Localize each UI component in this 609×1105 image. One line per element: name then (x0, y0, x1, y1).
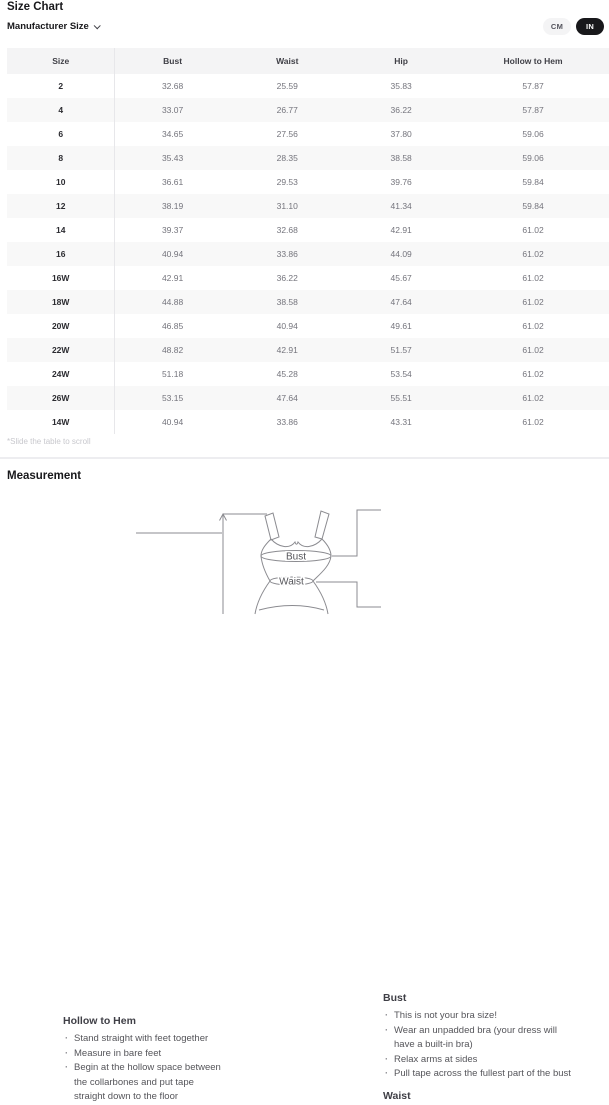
size-chart-table-scroll-area[interactable] (7, 48, 609, 434)
measurement-cell: 37.80 (390, 129, 412, 139)
size-cell: 2 (7, 74, 115, 98)
measurement-cell: 42.91 (276, 345, 298, 355)
size-cell: 20W (7, 314, 115, 338)
bullet-item: · Relax arms at sides (383, 1053, 609, 1068)
measurement-cell: 32.68 (276, 225, 298, 235)
hollow-to-hem-heading: Hollow to Hem (63, 1015, 136, 1027)
size-cell: 24W (7, 362, 115, 386)
measurement-cell: 55.51 (390, 393, 412, 403)
measurement-cell: 38.19 (161, 201, 184, 211)
size-cell: 16 (7, 242, 115, 266)
measurement-cell: 53.54 (390, 369, 412, 379)
measurement-cell: 61.02 (522, 393, 544, 403)
measurement-cell: 53.15 (161, 393, 184, 403)
table-row (7, 74, 609, 98)
measurement-cell: 61.02 (522, 249, 544, 259)
column-header: Waist (230, 48, 345, 74)
measurement-cell: 61.02 (522, 417, 544, 427)
measurement-cell: 59.06 (522, 153, 544, 163)
measurement-cell: 61.02 (522, 225, 544, 235)
table-scroll-note: *Slide the table to scroll (7, 437, 91, 446)
measurement-cell: 44.09 (390, 249, 412, 259)
measurement-cell: 48.82 (161, 345, 184, 355)
bullet-item: · Pull tape across the fullest part of the bust (383, 1067, 609, 1082)
measurement-cell: 40.94 (161, 249, 184, 259)
section-divider (0, 457, 609, 459)
hollow-to-hem-tips (63, 1015, 239, 1105)
measurement-cell: 26.77 (276, 105, 298, 115)
table-row (7, 386, 609, 410)
column-header: Size (7, 48, 115, 74)
table-row (7, 146, 609, 170)
size-cell: 14 (7, 218, 115, 242)
measurement-cell: 61.02 (522, 297, 544, 307)
measurement-cell: 32.68 (161, 81, 184, 91)
measurement-cell: 36.61 (161, 177, 184, 187)
measurement-cell: 29.53 (276, 177, 298, 187)
measurement-cell: 61.02 (522, 345, 544, 355)
table-row (7, 194, 609, 218)
measurement-cell: 47.64 (390, 297, 412, 307)
bust-heading: Bust (383, 992, 407, 1004)
measurement-cell: 38.58 (390, 153, 412, 163)
measurement-cell: 59.84 (522, 177, 544, 187)
manufacturer-size-dropdown[interactable] (7, 21, 99, 32)
bust-connector-line (332, 510, 381, 556)
bullet-item: · Measure in bare feet (63, 1047, 239, 1062)
waist-connector-line (316, 582, 381, 607)
dress-diagram-svg (0, 494, 609, 614)
measurement-cell: 36.22 (276, 273, 298, 283)
measurement-cell: 35.43 (161, 153, 184, 163)
size-cell: 18W (7, 290, 115, 314)
measurement-cell: 39.76 (390, 177, 412, 187)
size-cell: 26W (7, 386, 115, 410)
measurement-cell: 40.94 (276, 321, 298, 331)
measurement-cell: 34.65 (161, 129, 184, 139)
measurement-cell: 59.84 (522, 201, 544, 211)
measurement-cell: 42.91 (161, 273, 184, 283)
cm-button[interactable]: CM (543, 18, 571, 35)
size-cell: 4 (7, 98, 115, 122)
column-header: Bust (115, 48, 230, 74)
bust-bullet-list (383, 1009, 609, 1082)
measurement-cell: 59.06 (522, 129, 544, 139)
measurement-cell: 33.86 (276, 417, 298, 427)
table-row (7, 242, 609, 266)
size-cell: 12 (7, 194, 115, 218)
measurement-cell: 41.34 (390, 201, 412, 211)
measurement-cell: 43.31 (390, 417, 412, 427)
measurement-diagram (0, 494, 609, 1102)
size-table-body (7, 74, 609, 434)
size-cell: 6 (7, 122, 115, 146)
measurement-cell: 45.28 (276, 369, 298, 379)
table-row (7, 338, 609, 362)
measurement-cell: 57.87 (522, 81, 544, 91)
size-cell: 16W (7, 266, 115, 290)
table-row (7, 170, 609, 194)
manufacturer-size-label: Manufacturer Size (7, 21, 89, 32)
measurement-cell: 51.57 (390, 345, 412, 355)
measurement-cell: 39.37 (161, 225, 184, 235)
measurement-cell: 51.18 (161, 369, 184, 379)
measurement-cell: 35.83 (390, 81, 412, 91)
measurement-cell: 33.86 (276, 249, 298, 259)
table-row (7, 314, 609, 338)
bullet-item: · This is not your bra size! (383, 1009, 609, 1024)
size-cell: 10 (7, 170, 115, 194)
page-title: Size Chart (7, 1, 64, 13)
table-row (7, 290, 609, 314)
hollow-to-hem-arrow (136, 514, 267, 614)
column-header: Hollow to Hem (458, 48, 609, 74)
size-cell: 22W (7, 338, 115, 362)
bust-waist-tips (383, 992, 609, 1102)
measurement-cell: 42.91 (390, 225, 412, 235)
measurement-cell: 38.58 (276, 297, 298, 307)
table-row (7, 122, 609, 146)
measurement-cell: 61.02 (522, 321, 544, 331)
measurement-cell: 47.64 (276, 393, 298, 403)
measurement-cell: 61.02 (522, 273, 544, 283)
dress-sketch (255, 511, 331, 614)
bullet-item: · Stand straight with feet together (63, 1032, 239, 1047)
table-row (7, 410, 609, 434)
dress-bust-label: Bust (285, 551, 307, 563)
hollow-to-hem-bullet-list (63, 1032, 239, 1105)
measurement-section-title: Measurement (7, 470, 82, 482)
measurement-cell: 36.22 (390, 105, 412, 115)
measurement-cell: 61.02 (522, 369, 544, 379)
measurement-cell: 46.85 (161, 321, 184, 331)
table-row (7, 218, 609, 242)
in-button[interactable]: IN (576, 18, 604, 35)
bullet-item: · Begin at the hollow space between the collarbones and put tape straight down to the floor (63, 1061, 239, 1105)
measurement-cell: 27.56 (276, 129, 298, 139)
measurement-cell: 28.35 (276, 153, 298, 163)
measurement-cell: 57.87 (522, 105, 544, 115)
header-row (7, 48, 609, 74)
unit-toggle (543, 18, 604, 35)
table-row (7, 98, 609, 122)
chevron-down-icon (93, 22, 100, 29)
measurement-cell: 31.10 (276, 201, 298, 211)
table-row (7, 266, 609, 290)
column-header: Hip (345, 48, 458, 74)
measurement-cell: 45.67 (390, 273, 412, 283)
table-row (7, 362, 609, 386)
measurement-cell: 40.94 (161, 417, 184, 427)
measurement-cell: 25.59 (276, 81, 298, 91)
waist-heading: Waist (383, 1089, 411, 1102)
measurement-cell: 33.07 (161, 105, 184, 115)
size-chart-table (7, 48, 609, 434)
size-cell: 14W (7, 410, 115, 434)
measurement-cell: 44.88 (161, 297, 184, 307)
dress-waist-label: Waist (279, 576, 304, 588)
size-cell: 8 (7, 146, 115, 170)
measurement-cell: 49.61 (390, 321, 412, 331)
bullet-item: · Wear an unpadded bra (your dress will have a built-in bra) (383, 1024, 609, 1053)
